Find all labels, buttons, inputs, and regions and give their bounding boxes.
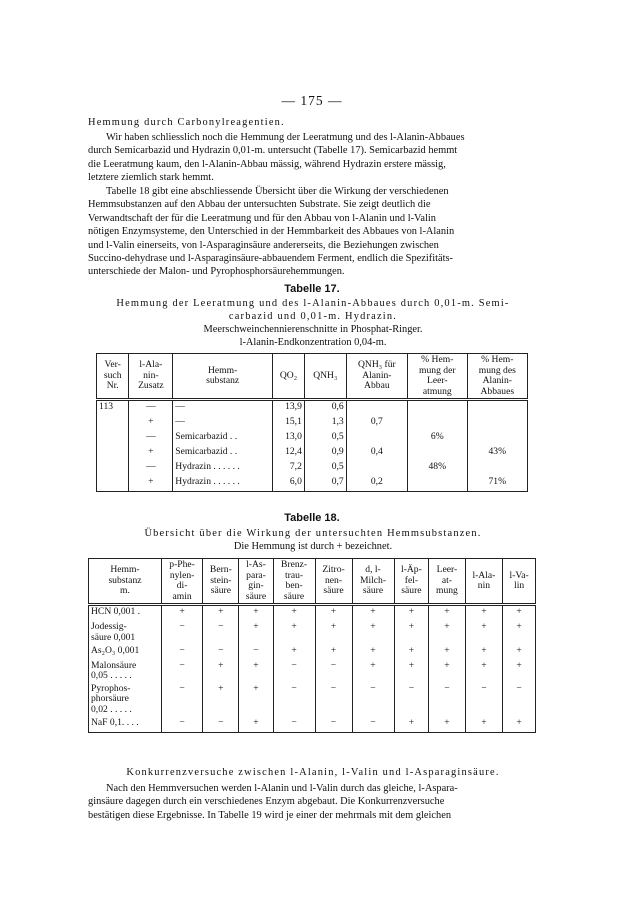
table-row	[89, 683, 536, 717]
table-cell: 0,4	[346, 446, 407, 461]
table-cell	[408, 416, 468, 431]
table-cell: +	[315, 621, 352, 644]
table17-header-cell: % Hem- mung der Leer- atmung	[408, 354, 468, 400]
text-line: unterschiede der Malon- und Pyrophosphorsäurehemmungen.	[88, 266, 345, 278]
table-cell: NaF 0,1. . . .	[89, 717, 162, 733]
table-cell: —	[173, 400, 273, 417]
table-cell: −	[161, 717, 202, 733]
table-row	[89, 660, 536, 683]
table-cell: Hydrazin . . . . . .	[173, 461, 273, 476]
table-cell	[346, 431, 407, 446]
table-cell: +	[352, 621, 394, 644]
table-cell: +	[503, 605, 536, 622]
table-row	[97, 431, 528, 446]
table18-header-cell: Brenz- trau- ben- säure	[273, 559, 315, 605]
table-cell: +	[503, 621, 536, 644]
table-cell: −	[503, 683, 536, 717]
table-cell	[467, 461, 527, 476]
table-cell: +	[394, 717, 429, 733]
table-cell: Pyrophos- phorsäure 0,02 . . . . .	[89, 683, 162, 717]
table-row	[97, 400, 528, 417]
table17-header-cell: QNH₃	[304, 354, 346, 400]
table18-header-cell: l-Va- lin	[503, 559, 536, 605]
table-cell: 0,2	[346, 476, 407, 492]
table-cell	[467, 400, 527, 417]
section-heading: Hemmung durch Carbonylreagentien.	[88, 117, 285, 128]
table17-header-cell: QO₂	[273, 354, 305, 400]
table-cell: +	[429, 621, 465, 644]
table-cell: +	[239, 683, 273, 717]
table-cell: +	[394, 605, 429, 622]
table-cell: +	[465, 645, 503, 660]
table-row	[97, 461, 528, 476]
table-cell: +	[429, 717, 465, 733]
table-row	[89, 717, 536, 733]
table-cell: +	[273, 605, 315, 622]
table18-header-cell: l-As- para- gin- säure	[239, 559, 273, 605]
paragraph-3	[88, 782, 538, 822]
paragraph-1	[88, 131, 538, 185]
table-cell	[97, 446, 129, 461]
table-cell: 1,3	[304, 416, 346, 431]
table-cell: +	[394, 645, 429, 660]
table-cell: +	[315, 605, 352, 622]
table-cell: −	[352, 683, 394, 717]
table-cell: +	[465, 660, 503, 683]
text-line: ginsäure dagegen durch ein verschiedenes Enzym abgebaut. Die Konkurrenzversuche	[88, 796, 445, 808]
table-cell: 0,9	[304, 446, 346, 461]
table-cell: +	[503, 717, 536, 733]
table17-caption-3: Meerschweinchennierenschnitte in Phosphat-Ringer.	[203, 324, 423, 335]
table-cell: −	[203, 717, 239, 733]
table-cell: −	[161, 645, 202, 660]
table-cell: +	[273, 645, 315, 660]
table-row	[97, 476, 528, 492]
table-cell	[408, 400, 468, 417]
table17-header-cell: % Hem- mung des Alanin- Abbaues	[467, 354, 527, 400]
table18-header-cell: p-Phe- nylen- di- amin	[161, 559, 202, 605]
table-cell: +	[161, 605, 202, 622]
table-cell: 12,4	[273, 446, 305, 461]
table-cell: Jodessig- säure 0,001	[89, 621, 162, 644]
table-cell	[467, 416, 527, 431]
table-cell: +	[129, 476, 173, 492]
page-number: — 175 —	[281, 93, 343, 108]
text-line: bestätigen diese Ergebnisse. In Tabelle 19 wird je einer der mehrmals mit dem gleichen	[88, 809, 452, 821]
table-cell: 0,7	[304, 476, 346, 492]
table17-header-cell: Hemm- substanz	[173, 354, 273, 400]
table-cell: 43%	[467, 446, 527, 461]
table-cell: +	[503, 660, 536, 683]
text-line: und l-Valin einerseits, von l-Asparaginsäure andererseits, die Beziehungen zwischen	[88, 239, 439, 251]
table-cell	[97, 416, 129, 431]
table-cell: 48%	[408, 461, 468, 476]
table-cell: +	[239, 660, 273, 683]
table-cell: −	[465, 683, 503, 717]
table-cell: 6,0	[273, 476, 305, 492]
table-cell: 13,0	[273, 431, 305, 446]
table-cell: +	[315, 645, 352, 660]
table-row	[89, 645, 536, 660]
table-cell	[467, 431, 527, 446]
table-cell: −	[315, 717, 352, 733]
table-cell: +	[503, 645, 536, 660]
table-cell: 0,6	[304, 400, 346, 417]
table-cell	[408, 476, 468, 492]
table-cell	[97, 431, 129, 446]
table-cell: −	[273, 660, 315, 683]
table18-caption-1: Übersicht über die Wirkung der untersuchten Hemmsubstanzen.	[144, 528, 482, 539]
table-cell: As₂O₃ 0,001	[89, 645, 162, 660]
text-line: durch Semicarbazid und Hydrazin 0,01-m. untersucht (Tabelle 17). Semicarbazid hemmt	[88, 145, 458, 157]
table-cell: +	[394, 660, 429, 683]
table17-caption-4: l-Alanin-Endkonzentration 0,04-m.	[239, 337, 387, 348]
table-row	[97, 446, 528, 461]
table-cell: Semicarbazid . .	[173, 431, 273, 446]
table17-header-cell: l-Ala- nin- Zusatz	[129, 354, 173, 400]
table-cell	[97, 461, 129, 476]
table-cell: +	[352, 645, 394, 660]
table-cell: Malonsäure 0,05 . . . . .	[89, 660, 162, 683]
table-cell: −	[161, 683, 202, 717]
table18-header-row	[89, 559, 536, 605]
table-cell: −	[161, 660, 202, 683]
table-cell: −	[239, 645, 273, 660]
table-cell: +	[394, 621, 429, 644]
table-cell: −	[161, 621, 202, 644]
table-cell: −	[273, 683, 315, 717]
table-cell: 113	[97, 400, 129, 417]
text-line: letztere ziemlich stark hemmt.	[88, 172, 214, 184]
table-cell: 71%	[467, 476, 527, 492]
table-cell: —	[129, 400, 173, 417]
table-cell: −	[315, 660, 352, 683]
table17-header-row	[97, 354, 528, 400]
table-cell: −	[315, 683, 352, 717]
table-cell: 13,9	[273, 400, 305, 417]
table17-caption-1: Hemmung der Leeratmung und des l-Alanin-Abbaues durch 0,01-m. Semi-	[116, 298, 510, 309]
table-cell: −	[203, 621, 239, 644]
table-18	[88, 558, 536, 733]
table18-header-cell: d, l- Milch- säure	[352, 559, 394, 605]
table-cell: +	[239, 717, 273, 733]
text-line: die Leeratmung kaum, den l-Alanin-Abbau mässig, während Hydrazin erstere mässig,	[88, 158, 446, 170]
table18-header-cell: l-Ala- nin	[465, 559, 503, 605]
table-cell: +	[203, 605, 239, 622]
table-cell: 7,2	[273, 461, 305, 476]
table-cell: +	[203, 660, 239, 683]
table18-label: Tabelle 18.	[284, 512, 340, 524]
table-cell: +	[129, 446, 173, 461]
table-cell: +	[465, 621, 503, 644]
table-cell: +	[429, 605, 465, 622]
table-cell: +	[352, 660, 394, 683]
table18-header-cell: Hemm- substanz m.	[89, 559, 162, 605]
table-row	[97, 416, 528, 431]
section2-heading: Konkurrenzversuche zwischen l-Alanin, l-Valin und l-Asparaginsäure.	[126, 767, 500, 778]
table17-caption-2: carbazid und 0,01-m. Hydrazin.	[228, 311, 398, 322]
table-cell: −	[352, 717, 394, 733]
table-cell: +	[429, 660, 465, 683]
table-cell: −	[429, 683, 465, 717]
table-cell	[346, 400, 407, 417]
table-cell: 15,1	[273, 416, 305, 431]
table-cell: −	[273, 717, 315, 733]
table-cell	[97, 476, 129, 492]
table-cell: 0,5	[304, 431, 346, 446]
table-cell: +	[352, 605, 394, 622]
table-cell: +	[465, 717, 503, 733]
table-cell: Hydrazin . . . . . .	[173, 476, 273, 492]
table-cell: 0,5	[304, 461, 346, 476]
paragraph-2	[88, 185, 538, 279]
table-cell	[346, 461, 407, 476]
table18-header-cell: Bern- stein- säure	[203, 559, 239, 605]
table-cell: +	[203, 683, 239, 717]
table-cell: +	[273, 621, 315, 644]
table18-header-cell: l-Äp- fel- säure	[394, 559, 429, 605]
table-cell: 0,7	[346, 416, 407, 431]
table-cell: +	[239, 605, 273, 622]
table-cell: Semicarbazid . .	[173, 446, 273, 461]
text-line: nötigen Enzymsysteme, den Unterschied in der Hemmbarkeit des Abbaues von l-Alanin	[88, 226, 455, 238]
text-line: Tabelle 18 gibt eine abschliessende Übersicht über die Wirkung der verschiedenen	[106, 186, 449, 197]
text-line: Nach den Hemmversuchen werden l-Alanin und l-Valin durch das gleiche, l-Aspara-	[106, 783, 458, 794]
table17-label: Tabelle 17.	[284, 283, 340, 295]
table-cell: —	[173, 416, 273, 431]
table18-header-cell: Leer- at- mung	[429, 559, 465, 605]
table-cell: —	[129, 431, 173, 446]
table-row	[89, 605, 536, 622]
table18-header-cell: Zitro- nen- säure	[315, 559, 352, 605]
text-line: Succino-dehydrase und l-Asparaginsäure-abbauendem Ferment, endlich die Spezifitäts-	[88, 253, 453, 265]
table-cell: −	[203, 645, 239, 660]
table-cell: +	[129, 416, 173, 431]
table-row	[89, 621, 536, 644]
table-cell: +	[465, 605, 503, 622]
text-line: Verwandtschaft der für die Leeratmung und für den Abbau von l-Alanin und l-Valin	[88, 212, 436, 224]
table-cell: +	[239, 621, 273, 644]
text-line: Hemmsubstanzen auf den Abbau der untersuchten Substrate. Sie zeigt deutlich die	[88, 199, 431, 211]
text-line: Wir haben schliesslich noch die Hemmung der Leeratmung und des l-Alanin-Abbaues	[106, 132, 465, 143]
table-cell: 6%	[408, 431, 468, 446]
table-cell: +	[429, 645, 465, 660]
table-cell: HCN 0,001 .	[89, 605, 162, 622]
table-cell: —	[129, 461, 173, 476]
table17-header-cell: Ver- such Nr.	[97, 354, 129, 400]
table-cell	[408, 446, 468, 461]
table-cell: −	[394, 683, 429, 717]
table-17	[96, 353, 528, 492]
table18-caption-2: Die Hemmung ist durch + bezeichnet.	[233, 541, 393, 552]
table17-header-cell: QNH₃ für Alanin- Abbau	[346, 354, 407, 400]
